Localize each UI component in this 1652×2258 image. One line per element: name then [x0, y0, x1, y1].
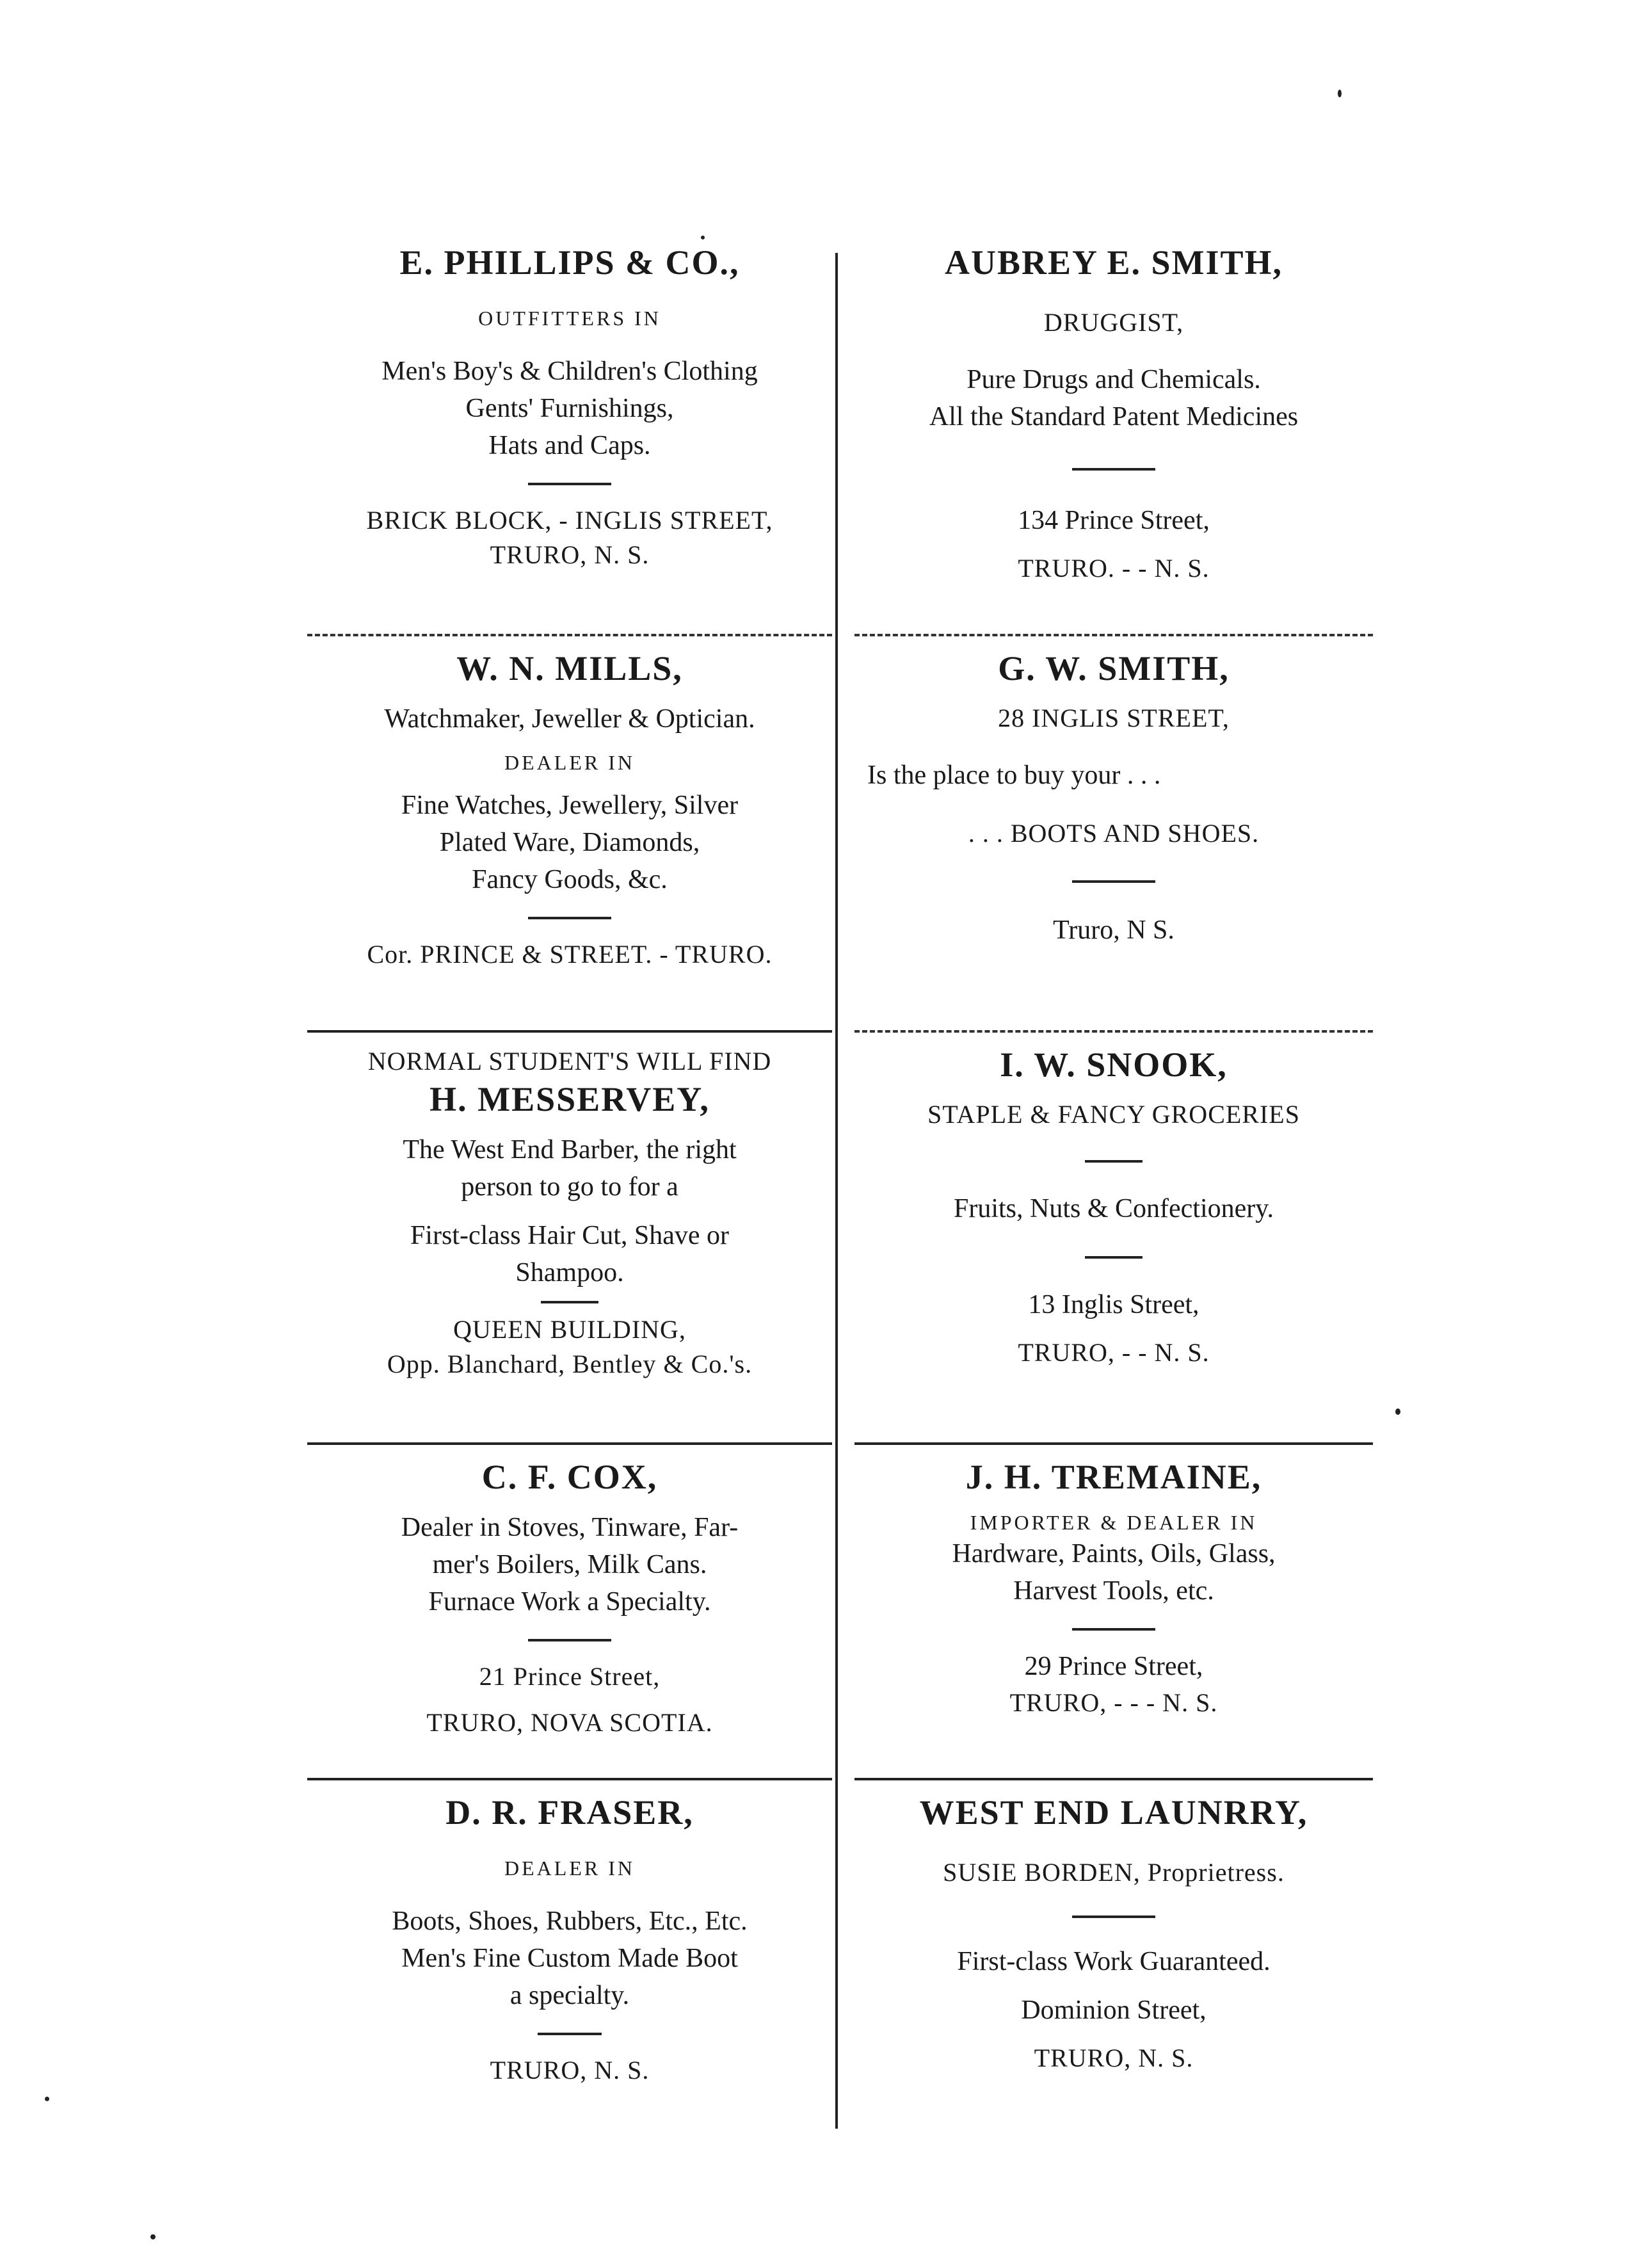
address-line: Cor. PRINCE & STREET. - TRURO.: [367, 940, 773, 969]
short-rule: [1072, 1915, 1155, 1918]
ad-preamble: NORMAL STUDENT'S WILL FIND: [367, 1047, 772, 1076]
ad-line: mer's Boilers, Milk Cans.: [432, 1549, 707, 1579]
short-rule: [1072, 468, 1155, 471]
firm-name: I. W. SNOOK,: [1000, 1045, 1228, 1084]
ad-line: Fruits, Nuts & Confectionery.: [953, 1193, 1274, 1223]
firm-name: D. R. FRASER,: [445, 1793, 694, 1832]
address-line: Dominion Street,: [1021, 1995, 1207, 2025]
address-line: Opp. Blanchard, Bentley & Co.'s.: [387, 1349, 753, 1378]
address-line: 29 Prince Street,: [1024, 1652, 1203, 1682]
address-line: TRURO, NOVA SCOTIA.: [426, 1707, 713, 1737]
ad-line: First-class Work Guaranteed.: [957, 1946, 1271, 1976]
column-divider: [835, 253, 838, 2129]
short-rule: [528, 1639, 611, 1641]
ad-line: Furnace Work a Specialty.: [428, 1586, 711, 1617]
speck-mark: [1338, 90, 1342, 97]
firm-name: C. F. COX,: [481, 1458, 658, 1496]
ad-line: Men's Boy's & Children's Clothing: [381, 357, 758, 387]
address-line: 21 Prince Street,: [479, 1661, 661, 1691]
address-line: 134 Prince Street,: [1018, 505, 1210, 535]
address-line: 13 Inglis Street,: [1028, 1289, 1199, 1319]
address-line: QUEEN BUILDING,: [453, 1314, 686, 1344]
firm-name: E. PHILLIPS & CO.,: [399, 243, 740, 282]
ad-line: Gents' Furnishings,: [465, 394, 674, 424]
firm-name: G. W. SMITH,: [998, 649, 1230, 688]
ad-line: Fine Watches, Jewellery, Silver: [401, 791, 739, 821]
firm-name: W. N. MILLS,: [456, 649, 683, 688]
ad-line: Boots, Shoes, Rubbers, Etc., Etc.: [392, 1907, 748, 1937]
firm-trade: DEALER IN: [504, 1856, 635, 1880]
firm-trade: DEALER IN: [504, 750, 635, 774]
ad-line: Plated Ware, Diamonds,: [439, 828, 700, 858]
firm-trade: 28 INGLIS STREET,: [998, 703, 1230, 732]
address-line: TRURO. - - N. S.: [1018, 553, 1210, 583]
ad-aubrey-smith: [854, 230, 1373, 634]
speck-mark: [1395, 1408, 1400, 1415]
firm-name: J. H. TREMAINE,: [965, 1458, 1262, 1496]
speck-mark: [150, 2234, 156, 2239]
ad-line: Pure Drugs and Chemicals.: [966, 364, 1261, 394]
ad-line: Men's Fine Custom Made Boot: [401, 1944, 738, 1974]
address-line: TRURO, - - N. S.: [1018, 1337, 1210, 1367]
firm-trade: SUSIE BORDEN, Proprietress.: [943, 1857, 1285, 1887]
ad-line: Dealer in Stoves, Tinware, Far-: [401, 1512, 739, 1542]
address-line: BRICK BLOCK, - INGLIS STREET,: [366, 506, 773, 535]
ad-line: Is the place to buy your . . .: [867, 760, 1161, 790]
short-rule: [538, 2033, 602, 2035]
ad-line: Hats and Caps.: [488, 431, 651, 461]
firm-name: H. MESSERVEY,: [429, 1080, 710, 1118]
short-rule: [528, 483, 611, 485]
ad-line: First-class Hair Cut, Shave or: [410, 1220, 730, 1250]
ad-messervey: [307, 1030, 832, 1442]
right-column: [854, 230, 1373, 2126]
ad-line: All the Standard Patent Medicines: [929, 401, 1299, 431]
short-rule: [1085, 1256, 1143, 1259]
ad-line: Harvest Tools, etc.: [1013, 1576, 1214, 1606]
ad-line: Hardware, Paints, Oils, Glass,: [952, 1539, 1276, 1569]
ad-snook: [854, 1030, 1373, 1442]
firm-trade: OUTFITTERS IN: [478, 306, 661, 330]
short-rule: [1072, 880, 1155, 883]
short-rule: [541, 1301, 598, 1303]
ad-mills: [307, 634, 832, 1030]
ad-fraser: [307, 1778, 832, 2126]
left-column: [307, 230, 832, 2126]
short-rule: [1072, 1628, 1155, 1631]
firm-trade: Watchmaker, Jeweller & Optician.: [384, 704, 755, 734]
ad-cox: [307, 1442, 832, 1778]
short-rule: [1085, 1160, 1143, 1163]
ad-line: Fancy Goods, &c.: [472, 865, 668, 895]
ad-line: Shampoo.: [515, 1257, 624, 1287]
ad-west-end-laundry: [854, 1778, 1373, 2126]
ad-line: person to go to for a: [461, 1172, 678, 1202]
firm-trade: STAPLE & FANCY GROCERIES: [927, 1099, 1300, 1129]
short-rule: [528, 917, 611, 919]
ad-gw-smith: [854, 634, 1373, 1030]
firm-trade: IMPORTER & DEALER IN: [970, 1510, 1258, 1534]
firm-name: AUBREY E. SMITH,: [944, 243, 1283, 282]
address-line: Truro, N S.: [1053, 915, 1175, 945]
speck-mark: [45, 2097, 49, 2101]
address-line: TRURO, N. S.: [490, 2056, 650, 2085]
ad-tremaine: [854, 1442, 1373, 1778]
address-line: TRURO, N. S.: [1034, 2043, 1194, 2072]
ad-phillips: [307, 230, 832, 634]
ad-line: . . . BOOTS AND SHOES.: [968, 818, 1260, 848]
firm-name: WEST END LAUNRRY,: [919, 1793, 1308, 1832]
ad-line: The West End Barber, the right: [403, 1134, 737, 1165]
firm-trade: DRUGGIST,: [1043, 307, 1184, 337]
address-line: TRURO, N. S.: [490, 540, 650, 570]
address-line: TRURO, - - - N. S.: [1009, 1688, 1218, 1718]
ad-line: a specialty.: [509, 1981, 630, 2011]
